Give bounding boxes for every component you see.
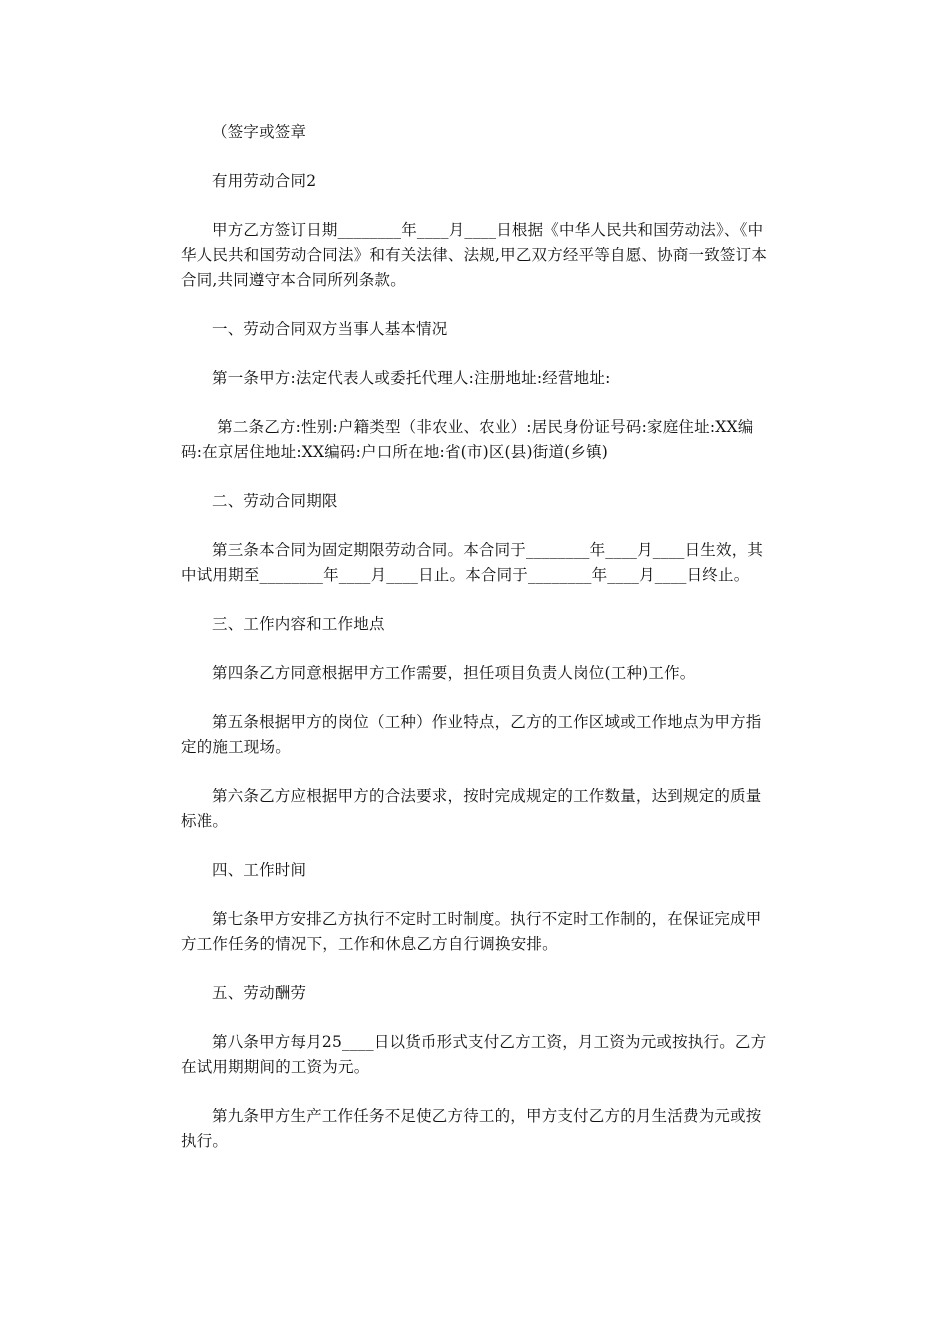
document-title: 有用劳动合同2 — [212, 172, 317, 190]
preamble-paragraph: 甲方乙方签订日期________年____月____日根据《中华人民共和国劳动法》、《中华人民共和国劳动合同法》和有关法律、法规,甲乙双方经平等自愿、协商一致签订本合同,共同遵守本合同所列条款。 — [181, 221, 768, 289]
section-heading-parties: 一、劳动合同双方当事人基本情况 — [212, 320, 448, 338]
article-1: 第一条甲方:法定代表人或委托代理人:注册地址:经营地址: — [212, 369, 611, 387]
article-9: 第九条甲方生产工作任务不足使乙方待工的，甲方支付乙方的月生活费为元或按执行。 — [181, 1107, 762, 1150]
article-6: 第六条乙方应根据甲方的合法要求，按时完成规定的工作数量，达到规定的质量标准。 — [181, 787, 762, 830]
section-heading-work: 三、工作内容和工作地点 — [212, 615, 385, 633]
article-2: 第二条乙方:性别:户籍类型（非农业、农业）:居民身份证号码:家庭住址:XX编码:在京居住地址:XX编码:户口所在地:省(市)区(县)街道(乡镇) — [181, 418, 754, 461]
section-heading-hours: 四、工作时间 — [212, 861, 307, 879]
article-7: 第七条甲方安排乙方执行不定时工时制度。执行不定时工作制的，在保证完成甲方工作任务的情况下，工作和休息乙方自行调换安排。 — [181, 910, 762, 953]
signature-note: （签字或签章 — [212, 123, 307, 141]
article-3: 第三条本合同为固定期限劳动合同。本合同于________年____月____日生效，其中试用期至________年____月____日止。本合同于________年____月____日终止。 — [181, 541, 764, 584]
article-4: 第四条乙方同意根据甲方工作需要，担任项目负责人岗位(工种)工作。 — [212, 664, 696, 682]
section-heading-term: 二、劳动合同期限 — [212, 492, 338, 510]
section-heading-pay: 五、劳动酬劳 — [212, 984, 307, 1002]
article-8: 第八条甲方每月25____日以货币形式支付乙方工资，月工资为元或按执行。乙方在试用期期间的工资为元。 — [181, 1033, 767, 1076]
document-body — [181, 120, 773, 1178]
article-5: 第五条根据甲方的岗位（工种）作业特点，乙方的工作区域或工作地点为甲方指定的施工现场。 — [181, 713, 762, 756]
